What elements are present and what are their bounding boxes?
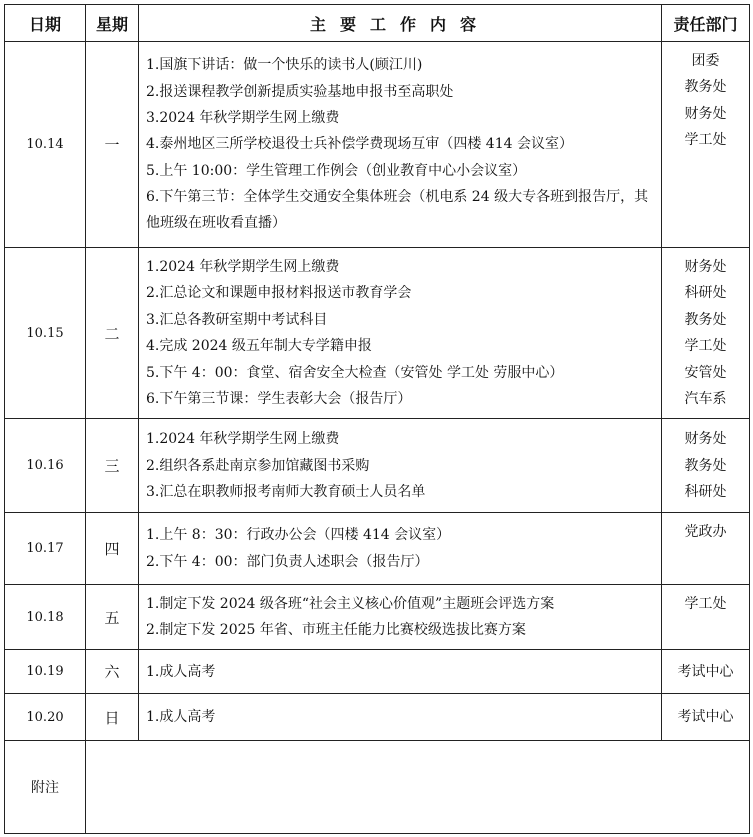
row-items bbox=[139, 248, 662, 419]
remark-row bbox=[5, 741, 750, 834]
row-items bbox=[139, 419, 662, 513]
dept-name: 教务处 bbox=[684, 311, 727, 328]
dept-name: 汽车系 bbox=[684, 390, 727, 407]
row-items bbox=[139, 650, 662, 694]
table-row bbox=[5, 585, 750, 650]
row-depts bbox=[662, 694, 750, 741]
table-row bbox=[5, 513, 750, 585]
row-weekday: 日 bbox=[86, 694, 139, 741]
header-date: 日期 bbox=[5, 5, 86, 42]
row-weekday: 六 bbox=[86, 650, 139, 694]
work-item: 2.下午 4：00：部门负责人述职会（报告厅） bbox=[146, 553, 429, 570]
remark-label: 附注 bbox=[5, 741, 86, 834]
header-content: 主要工作内容 bbox=[139, 5, 662, 42]
work-item: 3.2024 年秋学期学生网上缴费 bbox=[146, 109, 340, 126]
row-items bbox=[139, 42, 662, 248]
row-items bbox=[139, 585, 662, 650]
dept-name: 团委 bbox=[691, 53, 720, 69]
dept-name: 学工处 bbox=[684, 596, 727, 613]
header-weekday: 星期 bbox=[86, 5, 139, 42]
table-row bbox=[5, 419, 750, 513]
dept-name: 财务处 bbox=[684, 105, 727, 122]
row-weekday: 二 bbox=[86, 248, 139, 419]
dept-name: 教务处 bbox=[684, 79, 727, 96]
work-item: 1.2024 年秋学期学生网上缴费 bbox=[146, 431, 340, 448]
dept-name: 考试中心 bbox=[677, 709, 734, 726]
row-depts bbox=[662, 513, 750, 585]
row-date: 10.19 bbox=[5, 650, 86, 694]
work-item: 1.成人高考 bbox=[146, 663, 216, 680]
work-item: 4.完成 2024 级五年制大专学籍申报 bbox=[146, 338, 372, 355]
work-item: 2.制定下发 2025 年省、市班主任能力比赛校级选拔比赛方案 bbox=[146, 622, 526, 639]
header-row bbox=[5, 5, 750, 42]
row-date: 10.16 bbox=[5, 419, 86, 513]
work-item: 1.制定下发 2024 级各班“社会主义核心价值观”主题班会评选方案 bbox=[146, 595, 555, 612]
row-depts bbox=[662, 650, 750, 694]
dept-name: 教务处 bbox=[684, 457, 727, 474]
work-item: 4.泰州地区三所学校退役士兵补偿学费现场互审（四楼 414 会议室） bbox=[146, 136, 573, 153]
work-item: 1.成人高考 bbox=[146, 709, 216, 726]
row-date: 10.18 bbox=[5, 585, 86, 650]
work-item: 2.组织各系赴南京参加馆藏图书采购 bbox=[146, 457, 370, 474]
dept-name: 考试中心 bbox=[677, 663, 734, 680]
schedule-table bbox=[4, 4, 750, 834]
row-depts bbox=[662, 248, 750, 419]
row-date: 10.14 bbox=[5, 42, 86, 248]
row-date: 10.15 bbox=[5, 248, 86, 419]
work-item: 6.下午第三节：全体学生交通安全集体班会（机电系 24 级大专各班到报告厅，其他班级在班收看直播） bbox=[146, 189, 649, 232]
row-depts bbox=[662, 42, 750, 248]
work-item: 5.上午 10:00：学生管理工作例会（创业教育中心小会议室） bbox=[146, 162, 527, 179]
work-item: 6.下午第三节课：学生表彰大会（报告厅） bbox=[146, 390, 412, 407]
row-depts bbox=[662, 419, 750, 513]
dept-name: 财务处 bbox=[684, 259, 727, 275]
table-row bbox=[5, 694, 750, 741]
work-item: 3.汇总在职教师报考南师大教育硕士人员名单 bbox=[146, 484, 426, 501]
row-weekday: 五 bbox=[86, 585, 139, 650]
row-items bbox=[139, 513, 662, 585]
remark-content bbox=[86, 741, 750, 834]
dept-name: 科研处 bbox=[684, 484, 727, 501]
row-date: 10.17 bbox=[5, 513, 86, 585]
work-item: 3.汇总各教研室期中考试科目 bbox=[146, 311, 328, 328]
row-depts bbox=[662, 585, 750, 650]
dept-name: 学工处 bbox=[684, 338, 727, 355]
work-item: 1.国旗下讲话：做一个快乐的读书人(顾江川) bbox=[146, 57, 423, 74]
row-date: 10.20 bbox=[5, 694, 86, 741]
row-items bbox=[139, 694, 662, 741]
row-weekday: 四 bbox=[86, 513, 139, 585]
dept-name: 财务处 bbox=[684, 431, 727, 448]
dept-name: 安管处 bbox=[684, 364, 727, 381]
table-row bbox=[5, 650, 750, 694]
work-item: 5.下午 4：00：食堂、宿舍安全大检查（安管处 学工处 劳服中心） bbox=[146, 364, 564, 381]
table-row bbox=[5, 248, 750, 419]
row-weekday: 三 bbox=[86, 419, 139, 513]
dept-name: 党政办 bbox=[684, 524, 727, 541]
work-item: 2.汇总论文和课题申报材料报送市教育学会 bbox=[146, 285, 412, 302]
row-weekday: 一 bbox=[86, 42, 139, 248]
dept-name: 科研处 bbox=[684, 285, 727, 302]
work-item: 1.上午 8：30：行政办公会（四楼 414 会议室） bbox=[146, 527, 451, 544]
work-item: 1.2024 年秋学期学生网上缴费 bbox=[146, 259, 340, 275]
dept-name: 学工处 bbox=[684, 132, 727, 149]
table-row bbox=[5, 42, 750, 248]
header-dept: 责任部门 bbox=[662, 5, 750, 42]
work-item: 2.报送课程教学创新提质实验基地申报书至高职处 bbox=[146, 83, 454, 100]
